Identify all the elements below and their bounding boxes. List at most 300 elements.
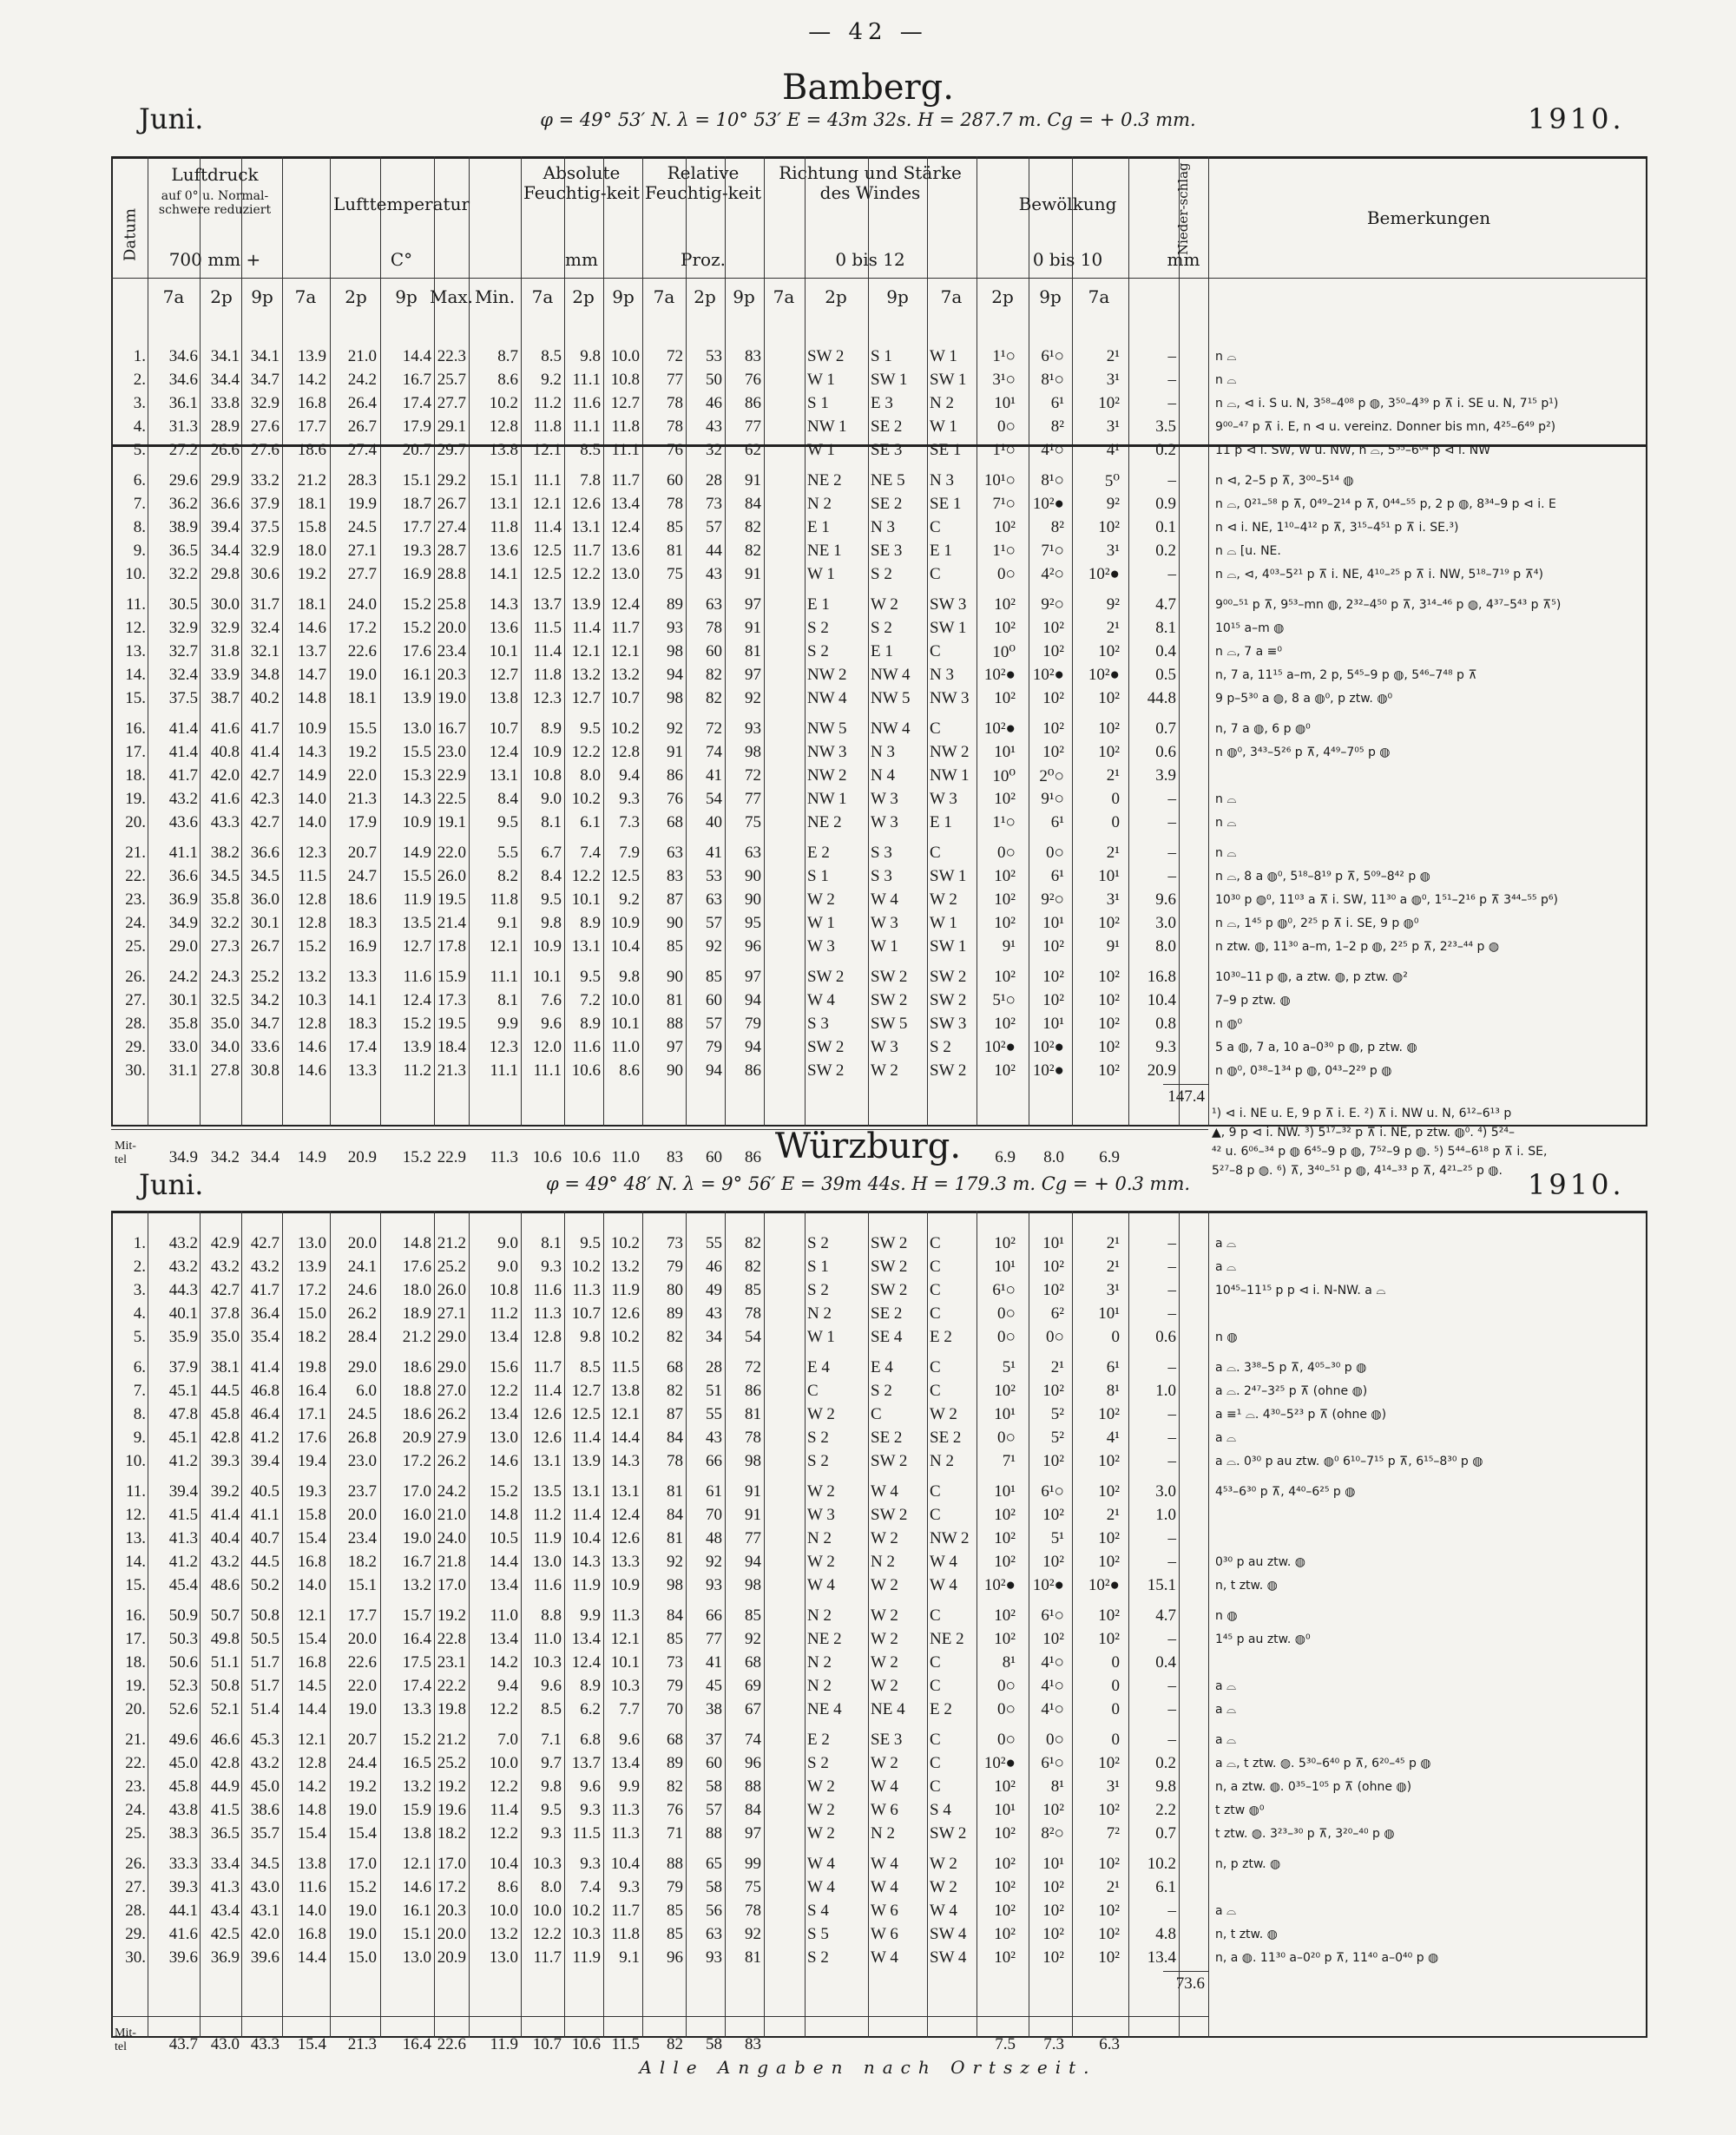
row-cell: 90 [745,867,761,885]
header-bewoelkung: Bewölkung [1018,194,1117,214]
row-cell: 89 [667,1304,683,1323]
row-cell: 31.1 [168,1061,198,1080]
precip-sum-value: 73.6 [1175,1974,1205,1993]
row-remark: n ⌓ [u. NE. [1215,544,1281,558]
row-cell: 84 [745,495,761,513]
row-cell: 14.9 [402,844,431,862]
row-cell: 31.3 [168,417,198,436]
row-cell: 81 [667,1482,683,1501]
row-cell: 10.1 [489,642,518,660]
row-cell: SW 2 [871,1506,908,1524]
row-cell: 25.8 [437,595,466,614]
row-cell: 10² [994,1925,1016,1943]
row-cell: 10²● [983,1754,1016,1772]
row-cell: 11.1 [490,968,518,986]
row-cell: 30.8 [250,1061,279,1080]
row-remark: n, a ◍. 11³⁰ a–0²⁰ p ⊼, 11⁴⁰ a–0⁴⁰ p ◍ [1215,1951,1439,1965]
row-cell: 12.1 [297,1606,326,1625]
row-cell: 8¹○ [1041,471,1064,489]
row-cell: 10.7 [489,719,518,738]
row-cell: 0.2 [1155,542,1176,560]
row-cell: 10.2 [571,1902,601,1920]
obs-label: 2p [694,286,716,307]
row-cell: 10⁰ [992,643,1016,661]
row-cell: 24.2 [347,371,377,389]
row-cell: 19.2 [347,743,377,761]
table-row [0,518,1736,537]
row-cell: 27.9 [437,1429,466,1447]
obs-label: 7a [940,286,963,307]
row-cell: 13.6 [489,542,518,560]
row-cell: 0○ [997,417,1016,436]
row-cell: W 1 [930,417,957,436]
row-cell: 78 [745,1304,761,1323]
row-cell: 13.0 [402,1948,431,1967]
row-cell: 0.2 [1155,441,1176,459]
row-cell: 14.3 [610,1452,640,1470]
row-cell: 15.1 [489,471,518,489]
row-cell: 17.7 [402,518,431,536]
row-cell: 63 [706,890,722,909]
row-cell: 36.0 [250,890,279,909]
row-cell: 96 [745,937,761,956]
row-cell: 1¹○ [992,813,1016,831]
row-cell: – [1167,371,1176,389]
row-cell: 2¹ [1050,1358,1064,1376]
row-cell: 14.0 [297,813,326,831]
table-row [0,1429,1736,1448]
row-cell: 18.2 [347,1553,377,1571]
obs-label: 7a [531,286,554,307]
row-date: 17. [125,743,146,761]
table-row [0,619,1736,638]
row-cell: 14.3 [402,790,431,808]
row-cell: NW 1 [807,790,847,808]
row-cell: 1.0 [1155,1382,1176,1400]
row-cell: 40.7 [250,1529,279,1547]
row-cell: 70 [667,1700,683,1718]
row-cell: NW 5 [871,689,911,707]
row-cell: 10²● [1032,495,1064,513]
row-cell: 10.9 [610,914,640,932]
row-cell: 10.4 [489,1855,518,1873]
row-cell: 6¹○ [1041,347,1064,365]
row-cell: 88 [667,1855,683,1873]
header-wind: Richtung und Stärke des Windes [779,162,962,203]
row-cell: 12.1 [571,642,601,660]
row-remark: n ⊲ i. NE, 1¹⁰–4¹² p ⊼, 3¹⁵–4⁵¹ p ⊼ i. SE.³) [1215,521,1459,535]
row-cell: W 2 [930,890,957,909]
row-cell: 29.8 [210,565,240,583]
row-cell: NE 4 [807,1700,842,1718]
row-cell: 13.1 [489,766,518,785]
row-date: 11. [125,595,146,614]
row-cell: 27.2 [168,441,198,459]
row-cell: 85 [706,968,722,986]
row-cell: 26.7 [347,417,377,436]
row-cell: 10² [1042,991,1064,1009]
row-cell: 29.0 [168,937,198,956]
row-cell: NE 2 [807,1630,842,1648]
row-cell: 34.6 [168,371,198,389]
row-cell: 58 [706,1878,722,1896]
row-cell: 8.4 [541,867,562,885]
row-cell: 5² [1050,1429,1064,1447]
row-cell: 12.2 [532,1925,562,1943]
table-row [0,991,1736,1010]
row-remark: 10³⁰ p ◍⁰, 11⁰³ a ⊼ i. SW, 11³⁰ a ◍⁰, 1⁵¹–2¹⁶ p ⊼ 3⁴⁴–⁵⁵ p⁶) [1215,893,1558,907]
row-cell: W 4 [871,1878,898,1896]
row-cell: 19.0 [347,1801,377,1819]
row-cell: 11.5 [533,619,562,637]
row-cell: – [1167,1677,1176,1695]
row-cell: NW 4 [871,666,911,684]
month-wuerzburg: Juni. [139,1168,204,1201]
table-row [0,1902,1736,1921]
row-cell: – [1167,1429,1176,1447]
precip-sum-value: 147.4 [1167,1087,1205,1106]
row-cell: 12.8 [297,1015,326,1033]
row-remark: n ◍⁰ [1215,1017,1243,1031]
row-cell: 45.1 [168,1382,198,1400]
row-cell: 9¹ [1106,937,1120,956]
row-cell: 20.9 [402,1429,431,1447]
row-cell: 43.2 [210,1553,240,1571]
row-remark: 7–9 p ztw. ◍ [1215,994,1291,1008]
row-cell: 15.5 [402,867,431,885]
row-cell: 6.1 [1155,1878,1176,1896]
row-cell: NW 2 [807,666,847,684]
row-cell: 44.5 [250,1553,279,1571]
row-cell: 15.5 [402,743,431,761]
row-cell: 0○ [997,1700,1016,1718]
row-cell: 33.0 [168,1038,198,1056]
row-cell: 13.3 [347,1061,377,1080]
row-cell: N 3 [930,471,954,489]
row-cell: 7.7 [619,1700,640,1718]
obs-label: 9p [733,286,755,307]
row-cell: 3¹ [1106,542,1120,560]
row-cell: 8.5 [541,1700,562,1718]
row-cell: 12.7 [489,666,518,684]
row-cell: 1.0 [1155,1506,1176,1524]
row-cell: 27.1 [347,542,377,560]
row-cell: 91 [667,743,683,761]
table-row [0,417,1736,437]
row-cell: 88 [706,1824,722,1843]
table-row [0,1452,1736,1471]
row-cell: 39.3 [168,1878,198,1896]
row-cell: 14.8 [297,1801,326,1819]
row-cell: 93 [706,1948,722,1967]
row-cell: SW 1 [930,867,967,885]
row-date: 2. [133,371,146,389]
row-cell: 9.0 [497,1234,518,1252]
row-cell: C [930,1731,941,1749]
row-date: 6. [133,471,146,489]
row-cell: 99 [745,1855,761,1873]
mean-cell: 15.2 [402,1148,431,1166]
row-cell: W 1 [807,371,835,389]
row-cell: 12.1 [532,495,562,513]
row-cell: 44 [706,542,722,560]
row-cell: 21.0 [437,1506,466,1524]
row-cell: 9.0 [541,790,562,808]
table-row [0,495,1736,514]
row-cell: 44.5 [210,1382,240,1400]
row-cell: 42.7 [250,813,279,831]
row-cell: 38.9 [168,518,198,536]
row-cell: 13.4 [489,1405,518,1423]
row-cell: 14.8 [489,1506,518,1524]
row-cell: 17.0 [437,1576,466,1594]
row-date: 1. [133,1234,146,1252]
row-cell: E 2 [930,1328,952,1346]
row-cell: 72 [667,347,683,365]
row-cell: 12.4 [610,518,640,536]
row-cell: 21.4 [437,914,466,932]
row-cell: 6.0 [356,1382,377,1400]
row-cell: 28.8 [437,565,466,583]
row-cell: 11.4 [533,518,562,536]
row-cell: S 1 [807,394,829,412]
row-cell: S 2 [807,1281,829,1299]
row-cell: 25.2 [250,968,279,986]
row-remark: a ⌓ [1215,1260,1237,1274]
row-cell: 82 [745,1258,761,1276]
row-date: 3. [133,394,146,412]
row-cell: 26.2 [347,1304,377,1323]
row-cell: 16.8 [297,394,326,412]
row-cell: 98 [745,1452,761,1470]
row-cell: 41.4 [168,743,198,761]
row-cell: 14.3 [297,743,326,761]
row-cell: SW 2 [930,1824,967,1843]
mean-cell: 22.6 [437,2035,466,2053]
row-cell: 47.8 [168,1405,198,1423]
row-cell: 55 [706,1405,722,1423]
row-cell: 3.0 [1155,1482,1176,1501]
row-cell: 18.4 [437,1038,466,1056]
row-cell: 11.8 [611,417,640,436]
coords-wuerzburg: φ = 49° 48′ N. λ = 9° 56′ E = 39m 44s. H = 179.3 m. Cg = + 0.3 mm. [545,1173,1191,1194]
row-cell: 45.0 [250,1777,279,1796]
row-cell: 19.0 [347,1700,377,1718]
obs-label: 7a [162,286,185,307]
row-cell: 11.1 [611,441,640,459]
mean-cell: 10.6 [571,2035,601,2053]
row-cell: 11.0 [533,1630,562,1648]
row-cell: 73 [667,1234,683,1252]
row-remark: n, p ztw. ◍ [1215,1857,1281,1871]
row-cell: 0○ [997,1429,1016,1447]
row-cell: 14.2 [297,371,326,389]
row-cell: 40.2 [250,689,279,707]
row-cell: SW 4 [930,1925,967,1943]
row-cell: 12.5 [610,867,640,885]
row-cell: 85 [667,1925,683,1943]
row-cell: NW 2 [930,743,970,761]
row-cell: 13.2 [402,1777,431,1796]
row-cell: 28.9 [210,417,240,436]
row-cell: 7.6 [541,991,562,1009]
row-cell: 11.6 [533,1576,562,1594]
row-cell: 11.6 [533,1281,562,1299]
row-cell: 81 [667,1529,683,1547]
row-cell: 86 [745,1061,761,1080]
row-cell: NW 1 [807,417,847,436]
row-cell: 37 [706,1731,722,1749]
row-cell: 12.6 [532,1429,562,1447]
row-cell: 6¹○ [992,1281,1016,1299]
row-cell: 42.7 [250,1234,279,1252]
row-cell: 92 [667,1553,683,1571]
row-remark: n ◍⁰, 3⁴³–5²⁶ p ⊼, 4⁴⁹–7⁰⁵ p ◍ [1215,746,1391,759]
obs-label: 2p [345,286,367,307]
row-cell: 25.7 [437,371,466,389]
row-cell: 43.2 [168,790,198,808]
row-cell: 15.5 [347,719,377,738]
row-cell: 10² [994,1606,1016,1625]
row-cell: 34.2 [250,991,279,1009]
row-cell: 9.8 [1155,1777,1176,1796]
row-date: 19. [125,1677,146,1695]
row-cell: 17.0 [402,1482,431,1501]
row-cell: – [1167,565,1176,583]
row-cell: 81 [745,1405,761,1423]
row-cell: 50.3 [168,1630,198,1648]
row-cell: W 4 [930,1902,957,1920]
row-cell: 11.7 [611,471,640,489]
row-cell: 11.3 [572,1281,601,1299]
row-cell: 43 [706,565,722,583]
row-cell: 41.4 [250,1358,279,1376]
row-cell: 8.2 [497,867,518,885]
row-cell: 46.4 [250,1405,279,1423]
row-cell: SW 2 [871,1258,908,1276]
row-cell: 12.2 [571,867,601,885]
row-cell: 9.3 [580,1855,601,1873]
row-cell: 93 [667,619,683,637]
row-cell: 10.8 [610,371,640,389]
row-cell: 10² [1042,743,1064,761]
table-row [0,394,1736,413]
header-abs-unit: mm [565,249,598,270]
row-cell: 41.5 [210,1801,240,1819]
row-cell: 83 [667,867,683,885]
row-cell: – [1167,1281,1176,1299]
table-row [0,1630,1736,1649]
row-cell: 9.8 [580,347,601,365]
row-cell: 52.3 [168,1677,198,1695]
row-cell: 57 [706,1801,722,1819]
row-cell: 17.9 [402,417,431,436]
row-cell: 22.8 [437,1630,466,1648]
row-cell: 81 [745,642,761,660]
row-cell: 37.5 [250,518,279,536]
row-cell: 10.9 [532,937,562,956]
table-row [0,1878,1736,1897]
row-cell: 43 [706,417,722,436]
row-cell: S 2 [807,642,829,660]
row-cell: 10² [1042,1630,1064,1648]
row-cell: 92 [706,1553,722,1571]
row-cell: 0 [1111,1328,1120,1346]
row-remark: 9⁰⁰–⁴⁷ p ⊼ i. E, n ⊲ u. vereinz. Donner bis mn, 4²⁵–6⁴⁹ p²) [1215,420,1556,434]
row-remark: a ≡¹ ⌓. 4³⁰–5²³ p ⊼ (ohne ◍) [1215,1408,1387,1422]
row-cell: 6¹○ [1041,1606,1064,1625]
row-date: 14. [125,1553,146,1571]
row-cell: 27.4 [347,441,377,459]
row-cell: 14.0 [297,1902,326,1920]
row-cell: 8²○ [1041,1824,1064,1843]
row-cell: 20.9 [1147,1061,1176,1080]
row-cell: 87 [667,1405,683,1423]
row-cell: 34.4 [210,371,240,389]
row-cell: 42.7 [250,766,279,785]
row-cell: 10² [1042,1925,1064,1943]
row-cell: 15.2 [489,1482,518,1501]
row-cell: 54 [745,1328,761,1346]
mean-cell: 34.2 [210,1148,240,1166]
mean-cell: 43.0 [210,2035,240,2053]
row-cell: 9.3 [541,1258,562,1276]
row-cell: 5.5 [497,844,518,862]
row-cell: 17.4 [402,1677,431,1695]
row-cell: 10² [1042,1948,1064,1967]
row-cell: 42.0 [210,766,240,785]
header-rel-unit: Proz. [681,249,726,270]
row-cell: 33.6 [250,1038,279,1056]
row-cell: 8.9 [541,719,562,738]
row-cell: C [930,1382,941,1400]
row-cell: 90 [745,890,761,909]
row-cell: W 4 [871,1855,898,1873]
row-date: 16. [125,1606,146,1625]
row-date: 28. [125,1902,146,1920]
row-remark: a ⌓ [1215,1679,1237,1693]
row-cell: 10.7 [571,1304,601,1323]
row-cell: NW 3 [930,689,970,707]
row-cell: 76 [667,441,683,459]
row-cell: W 4 [930,1553,957,1571]
row-cell: 10² [1098,914,1120,932]
row-remark: a ⌓. 2⁴⁷–3²⁵ p ⊼ (ohne ◍) [1215,1384,1368,1398]
row-cell: 33.9 [210,666,240,684]
row-cell: E 4 [807,1358,830,1376]
row-cell: W 4 [871,890,898,909]
row-cell: – [1167,867,1176,885]
row-cell: 13.9 [571,595,601,614]
row-cell: 14.8 [297,689,326,707]
row-cell: C [930,1234,941,1252]
row-cell: 76 [667,790,683,808]
row-cell: 11.6 [572,1038,601,1056]
table-row [0,1606,1736,1626]
mean-cell: 43.7 [168,2035,198,2053]
row-remark: t ztw. ◍. 3²³–³⁰ p ⊼, 3²⁰–⁴⁰ p ◍ [1215,1827,1395,1841]
row-cell: C [930,642,941,660]
row-cell: 9.2 [541,371,562,389]
table-row [0,743,1736,762]
row-cell: 82 [745,518,761,536]
row-date: 22. [125,1754,146,1772]
row-cell: 97 [745,968,761,986]
row-cell: W 2 [871,1061,898,1080]
row-cell: S 3 [807,1015,829,1033]
row-cell: 32.7 [168,642,198,660]
row-cell: 34.4 [210,542,240,560]
